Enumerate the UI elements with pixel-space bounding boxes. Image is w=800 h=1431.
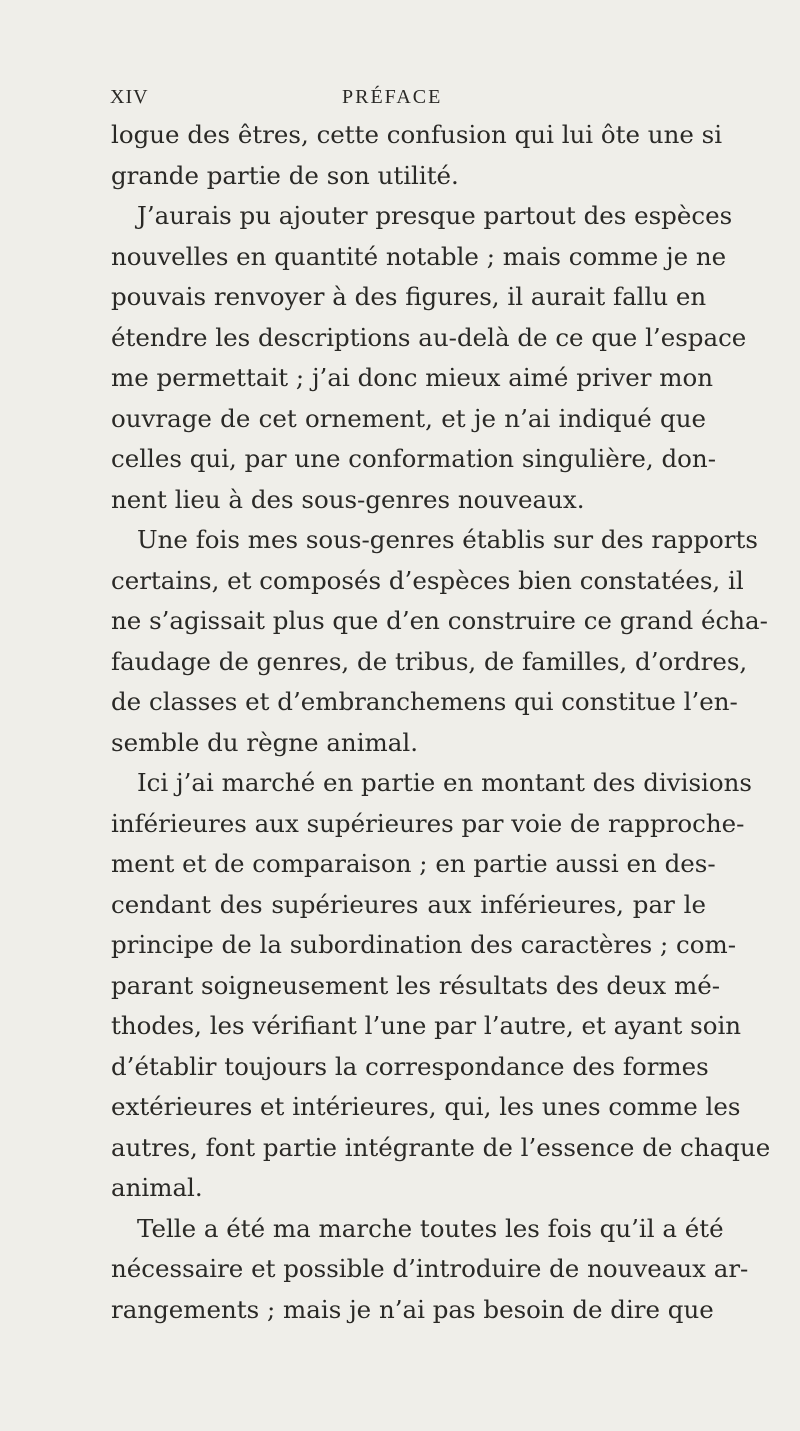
text-line: thodes, les vérifiant l’une par l’autre, et ayant soin: [111, 1011, 742, 1040]
text-line: principe de la subordination des caractères ; com-: [111, 930, 736, 959]
text-line: extérieures et intérieures, qui, les unes comme les: [111, 1092, 741, 1121]
text-line: Telle a été ma marche toutes les fois qu’il a été: [137, 1213, 724, 1243]
text-line: d’établir toujours la correspondance des formes: [111, 1051, 709, 1081]
body-text: [111, 115, 771, 1330]
text-line: ne s’agissait plus que d’en construire ce grand écha-: [111, 606, 768, 635]
page-number: XIV: [110, 86, 149, 108]
running-title: PRÉFACE: [342, 86, 443, 108]
text-line: celles qui, par une conformation singulière, don-: [111, 444, 716, 473]
text-line: autres, font partie intégrante de l’essence de chaque: [111, 1132, 771, 1162]
text-line: de classes et d’embranchemens qui constitue l’en-: [111, 687, 738, 716]
text-line: animal.: [111, 1173, 203, 1202]
text-line: grande partie de son utilité.: [111, 160, 459, 190]
text-line: faudage de genres, de tribus, de familles, d’ordres,: [111, 646, 748, 676]
text-line: ouvrage de cet ornement, et je n’ai indiqué que: [111, 403, 706, 433]
text-line: inférieures aux supérieures par voie de rapproche-: [111, 808, 745, 838]
text-line: certains, et composés d’espèces bien constatées, il: [111, 565, 744, 595]
text-line: ment et de comparaison ; en partie aussi en des-: [111, 849, 716, 878]
text-line: pouvais renvoyer à des figures, il aurait fallu en: [111, 282, 707, 311]
text-line: semble du règne animal.: [111, 727, 419, 757]
text-line: parant soigneusement les résultats des deux mé-: [111, 970, 721, 1000]
text-line: rangements ; mais je n’ai pas besoin de dire que: [111, 1294, 714, 1324]
running-head: [110, 86, 700, 116]
text-line: Une fois mes sous-genres établis sur des rapports: [137, 525, 758, 554]
text-line: J’aurais pu ajouter presque partout des espèces: [137, 201, 733, 230]
text-line: nouvelles en quantité notable ; mais comme je ne: [111, 241, 727, 271]
text-line: étendre les descriptions au-delà de ce que l’espace: [111, 322, 747, 352]
text-line: Ici j’ai marché en partie en montant des divisions: [137, 768, 752, 797]
text-line: cendant des supérieures aux inférieures, par le: [111, 889, 706, 919]
text-line: nécessaire et possible d’introduire de nouveaux ar-: [111, 1254, 749, 1283]
text-line: logue des êtres, cette confusion qui lui ôte une si: [111, 120, 723, 149]
text-line: me permettait ; j’ai donc mieux aimé priver mon: [111, 363, 714, 392]
text-line: nent lieu à des sous-genres nouveaux.: [111, 484, 585, 514]
